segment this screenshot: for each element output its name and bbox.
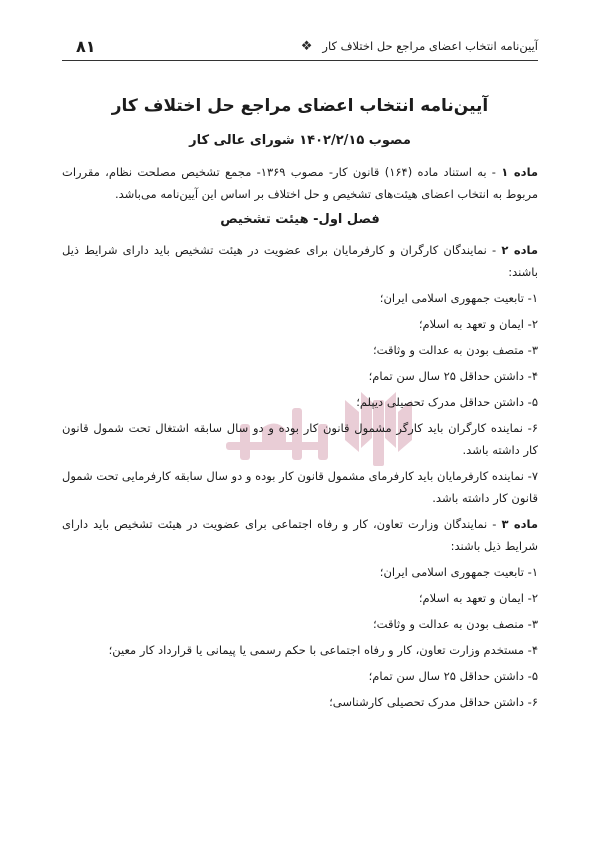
page-header (76, 34, 538, 58)
article-3-text: - نمایندگان وزارت تعاون، کار و رفاه اجتماعی برای عضویت در هیئت تشخیص باید دارای شرایط ذیل باشند: (62, 517, 538, 553)
header-divider (62, 60, 538, 61)
article-3-item: ۳- منصف بودن به عدالت و وثاقت؛ (373, 617, 538, 631)
article-3-item: ۱- تابعیت جمهوری اسلامی ایران؛ (379, 565, 538, 579)
article-2-item: ۵- داشتن حداقل مدرک تحصیلی دیپلم؛ (356, 395, 538, 409)
article-1-label: ماده ۱ (501, 165, 539, 179)
article-3-item: ۴- مستخدم وزارت تعاون، کار و رفاه اجتماعی با حکم رسمی یا پیمانی یا قرارداد کار معین؛ (108, 643, 538, 657)
section-1-title: فصل اول- هیئت تشخیص (220, 212, 380, 227)
running-title-group (301, 39, 538, 54)
article-2 (62, 239, 538, 283)
article-1-text: - به استناد ماده (۱۶۴) قانون کار- مصوب ۱۳۶۹- مجمع تشخیص مصلحت نظام، مقررات مربوط به انتخاب اعضای هیئت‌های تشخیص و حل اختلاف بر اساس این آیین‌نامه می‌باشد. (62, 165, 538, 201)
page-number: ۸۱ (76, 36, 96, 56)
running-title: آیین‌نامه انتخاب اعضای مراجع حل اختلاف کار (322, 39, 538, 53)
article-1 (62, 161, 538, 205)
article-2-item: ۱- تابعیت جمهوری اسلامی ایران؛ (379, 291, 538, 305)
document-title: آیین‌نامه انتخاب اعضای مراجع حل اختلاف کار (111, 96, 489, 116)
article-2-item: ۳- متصف بودن به عدالت و وثاقت؛ (373, 343, 538, 357)
article-2-item: ۶- نماینده کارگران باید کارگر مشمول قانون کار بوده و دو سال سابقه اشتغال تحت شمول قانون کار داشته باشد. (62, 421, 538, 457)
article-3-label: ماده ۳ (501, 517, 538, 531)
article-3-item: ۲- ایمان و تعهد به اسلام؛ (418, 591, 538, 605)
article-3 (62, 513, 538, 557)
approval-subtitle: مصوب ۱۴۰۲/۲/۱۵ شورای عالی کار (189, 133, 411, 148)
article-2-text: - نمایندگان کارگران و کارفرمایان برای عضویت در هیئت تشخیص باید دارای شرایط ذیل باشند: (62, 243, 538, 279)
article-2-item: ۲- ایمان و تعهد به اسلام؛ (418, 317, 538, 331)
article-2-item: ۴- داشتن حداقل ۲۵ سال سن تمام؛ (368, 369, 538, 383)
article-3-item: ۶- داشتن حداقل مدرک تحصیلی کارشناسی؛ (329, 695, 538, 709)
article-3-item: ۵- داشتن حداقل ۲۵ سال سن تمام؛ (368, 669, 538, 683)
page-content (62, 94, 538, 717)
diamond-flower-ornament-icon: ❖ (300, 38, 313, 54)
article-2-item: ۷- نماینده کارفرمایان باید کارفرمای مشمول قانون کار بوده و دو سال سابقه کارفرمایی تحت شمول قانون کار داشته باشد. (62, 469, 538, 505)
article-2-label: ماده ۲ (501, 243, 538, 257)
